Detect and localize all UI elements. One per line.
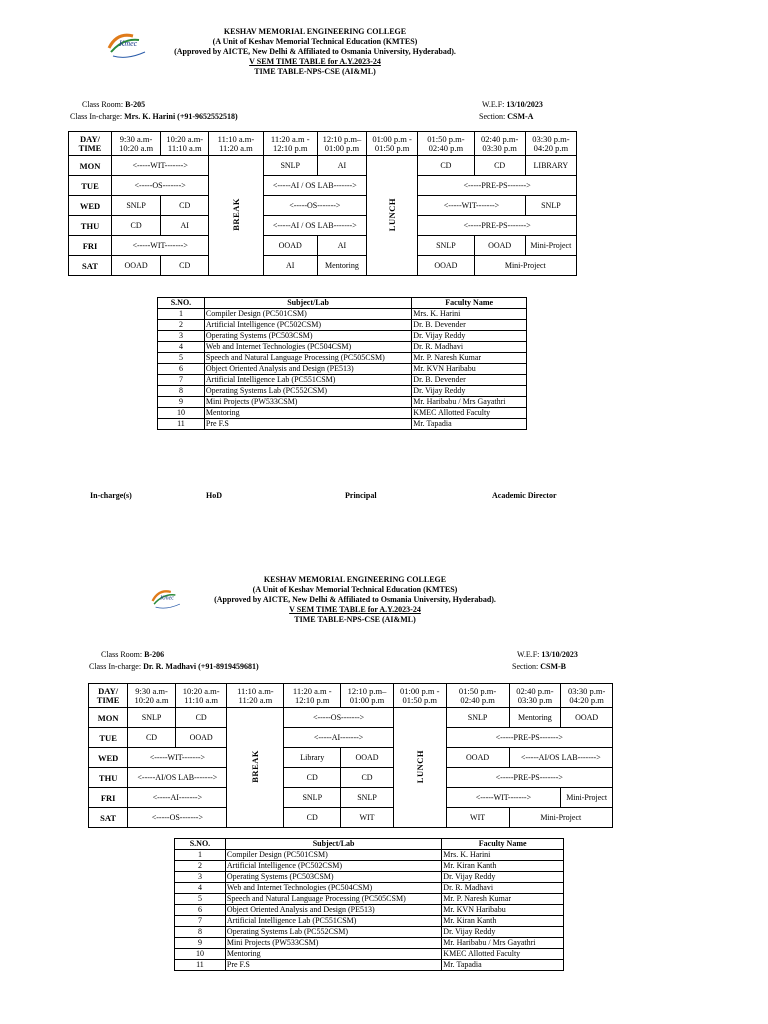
faculty-faculty-cell: Mrs. K. Harini	[442, 850, 564, 861]
faculty-faculty-cell: KMEC Allotted Faculty	[412, 408, 527, 419]
college-name: KESHAV MEMORIAL ENGINEERING COLLEGE	[263, 575, 447, 584]
faculty-subject-cell: Speech and Natural Language Processing (PC505CSM)	[204, 353, 411, 364]
faculty-sno-cell: 2	[158, 320, 205, 331]
table-row: FRI <-----WIT-------> OOAD AI SNLP OOAD Mini-Project	[69, 236, 577, 256]
faculty-sno-cell: 10	[158, 408, 205, 419]
timetable-grid: DAY/ TIME 9:30 a.m- 10:20 a.m 10:20 a.m- 11:10 a.m 11:10 a.m- 11:20 a.m 11:20 a.m - 12:10 p.m 12:10 p.m– 01:00 p.m 01:00 p.m - 01:50 p.m 01:50 p.m- 02:40 p.m 02:40 p.m- 03:30 p.m 03:30 p.m- 04:20 p.m MON SNLP CD BREAK <-----OS-------> LUNCH SNLP Mentoring OOAD TUE CD OOAD <-----AI-------> <-----PRE-PS-------> WED <-----WIT-------> Library OOAD OOAD <-----AI/OS LAB-------> THU <-----AI/OS LAB-------> CD CD <-----PRE-PS-------> FRI <-----AI-------> SNLP SNLP <-----WIT-------> Mini-Project SAT <-----OS-------> CD WIT WIT Mini-Project	[88, 683, 613, 828]
college-header	[190, 575, 520, 625]
faculty-sno-cell: 5	[175, 894, 226, 905]
faculty-subject-cell: Web and Internet Technologies (PC504CSM)	[204, 342, 411, 353]
faculty-subject-cell: Artificial Intelligence Lab (PC551CSM)	[204, 375, 411, 386]
timetable-title: TIME TABLE-NPS-CSE (AI&ML)	[294, 615, 416, 624]
table-row	[158, 375, 527, 386]
faculty-table: S.NO. Subject/Lab Faculty Name 1 Compiler Design (PC501CSM) Mrs. K. Harini 2 Artificial Intelligence (PC502CSM) Dr. B. Devender 3 Operating Systems (PC503CSM) Dr. Vijay Reddy 4 Web and Internet Technologies (PC504CSM) Dr. R. Madhavi 5 Speech and Natural Language Processing (PC505CSM) Mr. P. Naresh Kumar 6 Object Oriented Analysis and Design (PE513) Mr. KVN Haribabu 7 Artificial Intelligence Lab (PC551CSM) Dr. B. Devender 8 Operating Systems Lab (PC552CSM) Dr. Vijay Reddy 9 Mini Projects (PW533CSM) Mr. Haribabu / Mrs Gayathri 10 Mentoring KMEC Allotted Faculty 11 Pre F.S Mr. Tapadia	[157, 297, 527, 430]
svg-text:Kmec: Kmec	[160, 595, 175, 602]
table-row	[158, 320, 527, 331]
faculty-faculty-cell: Mr. Tapadia	[442, 960, 564, 971]
break-column: BREAK	[209, 156, 263, 276]
faculty-sno-cell: 4	[158, 342, 205, 353]
section: Section: CSM-B	[512, 662, 566, 671]
kmec-logo-icon	[148, 584, 186, 612]
faculty-faculty-cell: Mr. P. Naresh Kumar	[442, 894, 564, 905]
faculty-faculty-cell: Mr. P. Naresh Kumar	[412, 353, 527, 364]
lunch-column: LUNCH	[367, 156, 418, 276]
svg-text:Kmec: Kmec	[119, 39, 138, 48]
table-row	[175, 949, 564, 960]
signature-hod: HoD	[206, 491, 222, 500]
faculty-sno-cell: 11	[158, 419, 205, 430]
faculty-faculty-cell: Mr. KVN Haribabu	[412, 364, 527, 375]
faculty-sno-cell: 9	[175, 938, 226, 949]
table-row	[158, 419, 527, 430]
faculty-subject-cell: Artificial Intelligence (PC502CSM)	[225, 861, 441, 872]
faculty-faculty-cell: Dr. Vijay Reddy	[442, 872, 564, 883]
table-row: THU CD AI <-----AI / OS LAB-------> <-----PRE-PS------->	[69, 216, 577, 236]
table-row	[175, 872, 564, 883]
faculty-subject-cell: Object Oriented Analysis and Design (PE513)	[204, 364, 411, 375]
faculty-subject-cell: Operating Systems (PC503CSM)	[204, 331, 411, 342]
table-row	[158, 386, 527, 397]
table-row	[158, 342, 527, 353]
faculty-sno-cell: 9	[158, 397, 205, 408]
faculty-faculty-cell: Mr. KVN Haribabu	[442, 905, 564, 916]
faculty-subject-cell: Mentoring	[225, 949, 441, 960]
class-incharge: Class In-charge: Mrs. K. Harini (+91-9652552518)	[70, 112, 238, 121]
faculty-sno-cell: 4	[175, 883, 226, 894]
faculty-sno-cell: 6	[175, 905, 226, 916]
table-row	[175, 916, 564, 927]
faculty-sno-cell: 2	[175, 861, 226, 872]
table-row	[175, 960, 564, 971]
table-row	[158, 364, 527, 375]
faculty-sno-cell: 5	[158, 353, 205, 364]
class-room: Class Room: B-206	[101, 650, 165, 659]
table-row	[175, 883, 564, 894]
faculty-sno-cell: 7	[175, 916, 226, 927]
lunch-column: LUNCH	[393, 708, 446, 828]
faculty-subject-cell: Compiler Design (PC501CSM)	[225, 850, 441, 861]
class-room: Class Room: B-205	[82, 100, 146, 109]
faculty-subject-cell: Speech and Natural Language Processing (PC505CSM)	[225, 894, 441, 905]
table-row: SAT <-----OS-------> CD WIT WIT Mini-Project	[89, 808, 613, 828]
table-row	[175, 938, 564, 949]
faculty-faculty-cell: Mr. Haribabu / Mrs Gayathri	[442, 938, 564, 949]
faculty-faculty-cell: Mr. Haribabu / Mrs Gayathri	[412, 397, 527, 408]
table-row: MON <-----WIT-------> BREAK SNLP AI LUNCH CD CD LIBRARY	[69, 156, 577, 176]
faculty-subject-cell: Mini Projects (PW533CSM)	[204, 397, 411, 408]
sem-title: V SEM TIME TABLE for A.Y.2023-24	[249, 57, 381, 66]
faculty-faculty-cell: KMEC Allotted Faculty	[442, 949, 564, 960]
faculty-subject-cell: Artificial Intelligence (PC502CSM)	[204, 320, 411, 331]
faculty-sno-cell: 1	[158, 309, 205, 320]
table-row	[175, 927, 564, 938]
table-row	[175, 905, 564, 916]
faculty-subject-cell: Pre F.S	[204, 419, 411, 430]
faculty-subject-cell: Operating Systems Lab (PC552CSM)	[204, 386, 411, 397]
signature-director: Academic Director	[492, 491, 557, 500]
wef-date: W.E.F: 13/10/2023	[517, 650, 578, 659]
faculty-faculty-cell: Dr. Vijay Reddy	[442, 927, 564, 938]
faculty-faculty-cell: Dr. Vijay Reddy	[412, 386, 527, 397]
faculty-faculty-cell: Mr. Tapadia	[412, 419, 527, 430]
college-approval: (Approved by AICTE, New Delhi & Affiliated to Osmania University, Hyderabad).	[174, 47, 456, 56]
table-row: SAT OOAD CD AI Mentoring OOAD Mini-Project	[69, 256, 577, 276]
table-row	[175, 861, 564, 872]
faculty-faculty-cell: Dr. B. Devender	[412, 375, 527, 386]
faculty-subject-cell: Object Oriented Analysis and Design (PE513)	[225, 905, 441, 916]
section: Section: CSM-A	[479, 112, 534, 121]
faculty-subject-cell: Operating Systems (PC503CSM)	[225, 872, 441, 883]
table-row	[158, 309, 527, 320]
timetable-title: TIME TABLE-NPS-CSE (AI&ML)	[254, 67, 376, 76]
table-row	[158, 331, 527, 342]
table-row	[158, 408, 527, 419]
college-header	[150, 27, 480, 77]
faculty-sno-cell: 3	[175, 872, 226, 883]
signature-incharge: In-charge(s)	[90, 491, 132, 500]
college-unit: (A Unit of Keshav Memorial Technical Education (KMTES)	[252, 585, 458, 594]
faculty-subject-cell: Mini Projects (PW533CSM)	[225, 938, 441, 949]
college-unit: (A Unit of Keshav Memorial Technical Education (KMTES)	[212, 37, 418, 46]
kmec-logo-icon	[103, 28, 153, 60]
table-row: TUE <-----OS-------> <-----AI / OS LAB-------> <-----PRE-PS------->	[69, 176, 577, 196]
faculty-faculty-cell: Mrs. K. Harini	[412, 309, 527, 320]
table-row	[175, 850, 564, 861]
table-row: TUE CD OOAD <-----AI-------> <-----PRE-PS------->	[89, 728, 613, 748]
faculty-sno-cell: 6	[158, 364, 205, 375]
faculty-subject-cell: Operating Systems Lab (PC552CSM)	[225, 927, 441, 938]
table-row	[158, 397, 527, 408]
table-row: WED <-----WIT-------> Library OOAD OOAD <-----AI/OS LAB------->	[89, 748, 613, 768]
table-row	[158, 353, 527, 364]
sem-title: V SEM TIME TABLE for A.Y.2023-24	[289, 605, 421, 614]
faculty-sno-cell: 11	[175, 960, 226, 971]
faculty-table: S.NO. Subject/Lab Faculty Name 1 Compiler Design (PC501CSM) Mrs. K. Harini 2 Artificial Intelligence (PC502CSM) Mr. Kiran Kanth 3 Operating Systems (PC503CSM) Dr. Vijay Reddy 4 Web and Internet Technologies (PC504CSM) Dr. R. Madhavi 5 Speech and Natural Language Processing (PC505CSM) Mr. P. Naresh Kumar 6 Object Oriented Analysis and Design (PE513) Mr. KVN Haribabu 7 Artificial Intelligence Lab (PC551CSM) Mr. Kiran Kanth 8 Operating Systems Lab (PC552CSM) Dr. Vijay Reddy 9 Mini Projects (PW533CSM) Mr. Haribabu / Mrs Gayathri 10 Mentoring KMEC Allotted Faculty 11 Pre F.S Mr. Tapadia	[174, 838, 564, 971]
faculty-sno-cell: 7	[158, 375, 205, 386]
signature-principal: Principal	[345, 491, 377, 500]
table-row: WED SNLP CD <-----OS-------> <-----WIT-------> SNLP	[69, 196, 577, 216]
wef-date: W.E.F: 13/10/2023	[482, 100, 543, 109]
faculty-sno-cell: 8	[158, 386, 205, 397]
faculty-faculty-cell: Mr. Kiran Kanth	[442, 916, 564, 927]
faculty-faculty-cell: Dr. B. Devender	[412, 320, 527, 331]
table-row	[175, 894, 564, 905]
faculty-sno-cell: 8	[175, 927, 226, 938]
faculty-sno-cell: 3	[158, 331, 205, 342]
faculty-sno-cell: 10	[175, 949, 226, 960]
faculty-subject-cell: Mentoring	[204, 408, 411, 419]
faculty-subject-cell: Web and Internet Technologies (PC504CSM)	[225, 883, 441, 894]
faculty-faculty-cell: Dr. R. Madhavi	[412, 342, 527, 353]
faculty-subject-cell: Compiler Design (PC501CSM)	[204, 309, 411, 320]
faculty-faculty-cell: Dr. R. Madhavi	[442, 883, 564, 894]
faculty-faculty-cell: Dr. Vijay Reddy	[412, 331, 527, 342]
table-row: MON SNLP CD BREAK <-----OS-------> LUNCH SNLP Mentoring OOAD	[89, 708, 613, 728]
timetable-grid: DAY/ TIME 9:30 a.m- 10:20 a.m 10:20 a.m- 11:10 a.m 11:10 a.m- 11:20 a.m 11:20 a.m - 12:10 p.m 12:10 p.m– 01:00 p.m 01:00 p.m - 01:50 p.m 01:50 p.m- 02:40 p.m 02:40 p.m- 03:30 p.m 03:30 p.m- 04:20 p.m MON <-----WIT-------> BREAK SNLP AI LUNCH CD CD LIBRARY TUE <-----OS-------> <-----AI / OS LAB-------> <-----PRE-PS-------> WED SNLP CD <-----OS-------> <-----WIT-------> SNLP THU CD AI <-----AI / OS LAB-------> <-----PRE-PS-------> FRI <-----WIT-------> OOAD AI SNLP OOAD Mini-Project SAT OOAD CD AI Mentoring OOAD Mini-Project	[68, 131, 577, 276]
table-row: THU <-----AI/OS LAB-------> CD CD <-----PRE-PS------->	[89, 768, 613, 788]
faculty-faculty-cell: Mr. Kiran Kanth	[442, 861, 564, 872]
class-incharge: Class In-charge: Dr. R. Madhavi (+91-8919459681)	[89, 662, 259, 671]
faculty-subject-cell: Pre F.S	[225, 960, 441, 971]
faculty-subject-cell: Artificial Intelligence Lab (PC551CSM)	[225, 916, 441, 927]
college-name: KESHAV MEMORIAL ENGINEERING COLLEGE	[223, 27, 407, 36]
faculty-sno-cell: 1	[175, 850, 226, 861]
table-row: FRI <-----AI-------> SNLP SNLP <-----WIT-------> Mini-Project	[89, 788, 613, 808]
college-approval: (Approved by AICTE, New Delhi & Affiliated to Osmania University, Hyderabad).	[214, 595, 496, 604]
break-column: BREAK	[227, 708, 284, 828]
